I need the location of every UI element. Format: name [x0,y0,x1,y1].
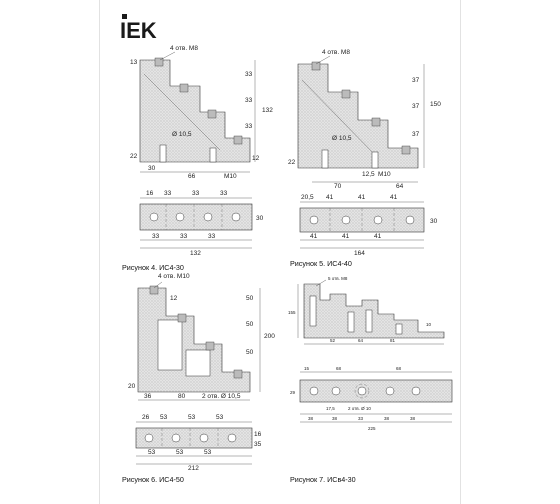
fig5-dim-37a: 37 [412,77,420,84]
fig4-top-hole-1 [150,213,158,221]
fig5-dim-70: 70 [334,183,342,190]
fig6-top-hole-1 [145,434,153,442]
fig7-top-17-5: 17,5 [326,406,335,411]
fig7-bot-38d: 38 [410,416,416,421]
fig4-dim-m10: М10 [224,173,237,180]
fig7-dim-64: 64 [358,338,364,343]
fig6-dim-200: 200 [264,333,275,340]
fig4-top-hole-3 [204,213,212,221]
fig6-stud-2 [178,314,186,322]
fig7-top-body [300,380,452,402]
fig7-top-hole-3 [358,387,366,395]
fig4-stud-4 [234,136,242,144]
fig6-dim-36: 36 [144,393,152,400]
fig6-top-212: 212 [188,465,199,472]
fig6-bot-53c: 53 [204,449,212,456]
fig7-top-holes: 2 отв. Ø 10 [348,406,371,411]
fig4-top-33c: 33 [220,190,228,197]
fig5-top-20-5: 20,5 [301,194,314,201]
fig5-bottom-hole-1 [322,150,328,168]
fig7-bot-38c: 38 [384,416,390,421]
fig4-top-hole-2 [176,213,184,221]
fig5-top-41b: 41 [358,194,366,201]
fig6-holes-label: 4 отв. М10 [158,273,190,280]
fig6-bot-53a: 53 [148,449,156,456]
fig4-dim-12: 12 [252,155,260,162]
fig6-stud-4 [234,370,242,378]
fig4-bot-33a: 33 [152,233,160,240]
fig5-bot-41b: 41 [342,233,350,240]
fig6-top-hole-2 [172,434,180,442]
fig4-top-33a: 33 [164,190,172,197]
fig6-dim-50a: 50 [246,295,254,302]
fig7-top-hole-1 [310,387,318,395]
fig4-top-30: 30 [256,215,264,222]
fig6-top-53c: 53 [216,414,224,421]
fig7-top-68a: 68 [336,366,342,371]
fig4-top-hole-4 [232,213,240,221]
fig4-caption: Рисунок 4. ИС4-30 [122,263,184,272]
fig7-top-view [290,366,452,431]
fig6-stud-3 [206,342,214,350]
fig6-stud-1 [150,286,158,294]
fig4-dim-33c: 33 [245,123,253,130]
fig7-slot-4 [396,324,402,334]
fig4-dim-132: 132 [262,107,273,114]
fig7-bot-38b: 38 [332,416,338,421]
fig7-top-15: 15 [304,366,310,371]
fig5-top-view [300,194,438,257]
fig5-stud-3 [372,118,380,126]
fig7-dim-155: 155 [288,310,296,315]
fig4-top-view [140,190,264,257]
fig7-top-hole-5 [412,387,420,395]
fig5-dim-64: 64 [396,183,404,190]
fig4-holes-label: 4 отв. М8 [170,45,198,52]
fig4-side-view [130,45,273,180]
fig7-holes-label: 5 отв. М8 [328,276,348,281]
fig5-top-41a: 41 [326,194,334,201]
fig5-stud-4 [402,146,410,154]
fig6-insulator-body [138,288,250,392]
fig6-top-hole-4 [228,434,236,442]
fig4-stud-3 [208,110,216,118]
fig6-top-35: 35 [254,441,262,448]
fig6-top-hole-3 [200,434,208,442]
fig5-dim-m10: М10 [378,171,391,178]
fig4-dim-33a: 33 [245,71,253,78]
fig7-top-225: 225 [368,426,376,431]
fig4-dim-30: 30 [148,165,156,172]
fig7-dim-10: 10 [426,322,432,327]
fig5-side-view [288,49,441,190]
fig6-side-view [128,273,275,400]
fig6-dim-80: 80 [178,393,186,400]
fig6-top-16: 16 [254,431,262,438]
figure-7 [288,276,452,484]
fig7-slot-2 [348,312,354,332]
figure-5 [288,49,441,268]
fig5-top-hole-2 [342,216,350,224]
fig7-top-hole-4 [386,387,394,395]
fig6-top-view [136,414,262,472]
fig7-bot-33: 33 [358,416,364,421]
fig4-dim-33b: 33 [245,97,253,104]
fig5-top-hole-3 [374,216,382,224]
fig6-top-53a: 53 [160,414,168,421]
fig6-bot-53b: 53 [176,449,184,456]
fig6-dim-50b: 50 [246,321,254,328]
fig4-stud-2 [180,84,188,92]
fig4-top-16: 16 [146,190,154,197]
fig5-dim-37b: 37 [412,103,420,110]
fig6-top-26: 26 [142,414,150,421]
fig5-dim-hole: Ø 10,5 [332,135,352,142]
fig4-dim-13: 13 [130,59,138,66]
fig5-stud-2 [342,90,350,98]
fig6-cavity-1 [158,320,182,370]
fig5-top-164: 164 [354,250,365,257]
fig4-top-33b: 33 [192,190,200,197]
fig5-insulator-body [298,64,418,168]
fig7-top-29: 29 [290,390,296,395]
fig6-dim-holes: 2 отв. Ø 10,5 [202,393,241,400]
fig7-bot-38a: 38 [308,416,314,421]
figure-6 [122,273,275,484]
fig6-dim-12: 12 [170,295,178,302]
fig7-top-68b: 68 [396,366,402,371]
fig6-caption: Рисунок 6. ИС4-50 [122,475,184,484]
fig5-caption: Рисунок 5. ИС4-40 [290,259,352,268]
drawing-canvas [100,0,460,504]
fig7-caption: Рисунок 7. ИСв4-30 [290,475,356,484]
fig4-leader [160,52,175,60]
fig5-bottom-hole-2 [372,152,378,168]
fig6-dim-50c: 50 [246,349,254,356]
iek-logo [120,14,157,43]
logo-text: IEK [120,18,157,43]
fig7-insulator-body [304,284,444,338]
fig4-dim-hole: Ø 10,5 [172,131,192,138]
fig5-bot-41a: 41 [310,233,318,240]
fig5-top-41c: 41 [390,194,398,201]
fig5-holes-label: 4 отв. М8 [322,49,350,56]
fig7-slot-1 [310,296,316,326]
fig5-dim-12-5: 12,5 [362,171,375,178]
fig5-dim-37c: 37 [412,131,420,138]
fig4-insulator-body [140,60,250,162]
fig4-dim-22: 22 [130,153,138,160]
fig7-slot-3 [366,310,372,332]
fig7-dim-81: 81 [390,338,396,343]
fig5-dim-22: 22 [288,159,296,166]
fig5-top-hole-1 [310,216,318,224]
fig5-top-30: 30 [430,218,438,225]
fig4-bot-33c: 33 [208,233,216,240]
fig4-bottom-hole-2 [210,148,216,162]
fig6-cavity-2 [186,350,210,376]
fig6-dim-20: 20 [128,383,136,390]
drawing-sheet [100,0,460,504]
fig4-bottom-hole-1 [160,145,166,162]
fig5-stud-1 [312,62,320,70]
figure-4 [122,45,273,272]
fig6-top-53b: 53 [188,414,196,421]
fig4-top-132: 132 [190,250,201,257]
fig7-side-view [288,276,444,344]
fig7-top-hole-2 [332,387,340,395]
fig4-bot-33b: 33 [180,233,188,240]
fig5-bot-41c: 41 [374,233,382,240]
fig4-dim-66: 66 [188,173,196,180]
fig5-dim-150: 150 [430,101,441,108]
fig5-top-hole-4 [406,216,414,224]
fig7-dim-52: 52 [330,338,336,343]
